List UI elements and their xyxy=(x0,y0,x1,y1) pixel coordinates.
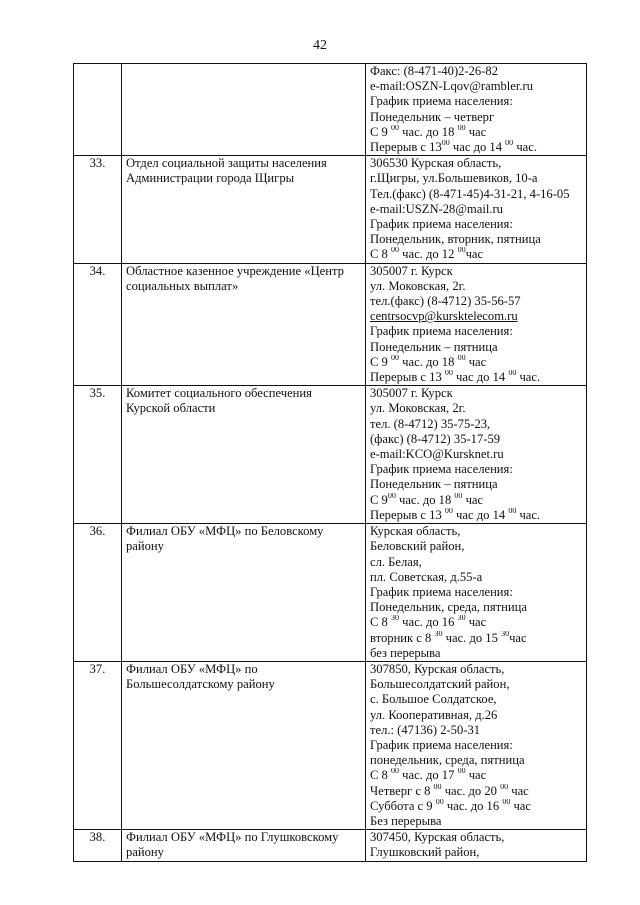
institution-name xyxy=(122,64,366,156)
contact-line xyxy=(370,570,582,585)
institution-name xyxy=(122,263,366,386)
contact-text: час. до 18 xyxy=(395,492,455,507)
time-minutes-superscript: 00 xyxy=(508,370,517,378)
contact-text: Перерыв с 13 xyxy=(370,370,445,385)
contact-text: e-mail:USZN-28@mail.ru xyxy=(370,201,503,216)
contact-line xyxy=(370,309,582,324)
contact-line xyxy=(370,600,582,615)
institution-name-line: Филиал ОБУ «МФЦ» по Беловскому xyxy=(126,524,324,539)
email-link[interactable]: centrsocvp@kursktelecom.ru xyxy=(370,309,518,324)
contact-line xyxy=(370,555,582,570)
contact-text: час xyxy=(465,354,487,369)
time-minutes-superscript: 00 xyxy=(391,354,399,362)
institution-contacts xyxy=(366,64,587,156)
contact-text: ул. Моковская, 2г. xyxy=(370,278,466,293)
contact-line xyxy=(370,140,582,155)
contact-line xyxy=(370,799,582,814)
institution-name-line: Комитет социального обеспечения xyxy=(126,386,312,401)
contact-text: Без перерыва xyxy=(370,813,442,828)
institution-contacts xyxy=(366,830,587,861)
contact-text: час. xyxy=(513,140,537,155)
contact-text: час. xyxy=(516,507,541,522)
contact-line xyxy=(370,94,582,109)
time-minutes-superscript: 00 xyxy=(457,354,466,362)
contact-text: Глушковский район, xyxy=(370,845,480,860)
contact-text: 305007 г. Курск xyxy=(370,386,453,401)
contact-text: e-mail:KCO@Kursknet.ru xyxy=(370,447,504,462)
institution-name xyxy=(122,386,366,524)
contact-text: г.Щигры, ул.Большевиков, 10-а xyxy=(370,171,538,186)
contact-text: Перерыв с 13 xyxy=(370,140,442,155)
contact-line xyxy=(370,187,582,202)
contact-line xyxy=(370,784,582,799)
contact-text: Четверг с 8 xyxy=(370,783,434,798)
contact-text: пл. Советская, д.55-а xyxy=(370,569,483,584)
contact-line xyxy=(370,830,582,845)
contact-text: 307850, Курская область, xyxy=(370,661,505,676)
time-minutes-superscript: 00 xyxy=(435,798,444,806)
contact-text: Курская область, xyxy=(370,524,461,539)
contact-text: без перерыва xyxy=(370,645,441,660)
contact-text: e-mail:OSZN-Lqov@rambler.ru xyxy=(370,79,534,94)
institution-contacts xyxy=(366,263,587,386)
contact-text: Суббота с 9 xyxy=(370,798,436,813)
institution-contacts xyxy=(366,386,587,524)
table-row xyxy=(74,386,587,524)
time-minutes-superscript: 00 xyxy=(444,507,453,515)
contact-text: час xyxy=(465,768,487,783)
contact-text: тел.(факс) (8-4712) 35-56-57 xyxy=(370,294,521,309)
table-row xyxy=(74,524,587,662)
contact-text: График приема населения: xyxy=(370,217,513,232)
institution-name xyxy=(122,524,366,662)
table-row xyxy=(74,830,587,861)
time-minutes-superscript: 00 xyxy=(505,140,514,148)
contact-text: Перерыв с 13 xyxy=(370,507,445,522)
institution-name-line: району xyxy=(126,539,164,554)
contact-line xyxy=(370,125,582,140)
contact-line xyxy=(370,417,582,432)
time-minutes-superscript: 00 xyxy=(500,783,509,791)
contact-text: с. Большое Солдатское, xyxy=(370,692,497,707)
institution-contacts xyxy=(366,661,587,829)
row-number xyxy=(74,64,122,156)
contact-line xyxy=(370,692,582,707)
contact-text: График приема населения: xyxy=(370,584,513,599)
contact-line xyxy=(370,677,582,692)
time-minutes-superscript: 30 xyxy=(457,615,466,623)
contact-text: ул. Кооперативная, д.26 xyxy=(370,707,498,722)
contact-line xyxy=(370,738,582,753)
table-row xyxy=(74,263,587,386)
contact-line xyxy=(370,401,582,416)
contact-text: вторник с 8 xyxy=(370,630,435,645)
contact-text: Большесолдатский район, xyxy=(370,677,510,692)
contact-line xyxy=(370,171,582,186)
contact-text: 306530 Курская область, xyxy=(370,156,502,171)
contact-text: С 9 xyxy=(370,354,391,369)
institution-name-line: Большесолдатскому району xyxy=(126,677,275,692)
row-number: 38. xyxy=(74,830,122,861)
contact-line xyxy=(370,631,582,646)
contact-line xyxy=(370,294,582,309)
contact-text: час. до 15 xyxy=(442,630,502,645)
contact-line xyxy=(370,370,582,385)
contact-text: Факс: (8-471-40)2-26-82 xyxy=(370,64,499,78)
contact-text: Понедельник – пятница xyxy=(370,477,498,492)
row-number: 33. xyxy=(74,156,122,263)
contact-line xyxy=(370,232,582,247)
contact-text: Понедельник, среда, пятница xyxy=(370,600,527,615)
contact-text: (факс) (8-4712) 35-17-59 xyxy=(370,431,501,446)
contact-text: С 8 xyxy=(370,615,391,630)
contact-text: час. до 17 xyxy=(399,768,458,783)
contact-line xyxy=(370,264,582,279)
institution-name xyxy=(122,661,366,829)
contact-line xyxy=(370,814,582,829)
table-row xyxy=(74,64,587,156)
contact-line xyxy=(370,202,582,217)
contact-text: час xyxy=(509,630,527,645)
contact-line xyxy=(370,615,582,630)
contact-text: Беловский район, xyxy=(370,539,465,554)
institution-name-line: Администрации города Щигры xyxy=(126,171,295,186)
institution-name-line: Филиал ОБУ «МФЦ» по xyxy=(126,661,258,676)
contact-text: понедельник, среда, пятница xyxy=(370,753,525,768)
contact-text: График приема населения: xyxy=(370,737,513,752)
contact-text: тел. (8-4712) 35-75-23, xyxy=(370,416,491,431)
contact-text: 305007 г. Курск xyxy=(370,263,453,278)
contact-text: час. до 18 xyxy=(399,124,458,139)
time-minutes-superscript: 00 xyxy=(457,247,466,255)
contact-text: Понедельник – четверг xyxy=(370,109,495,124)
contact-line xyxy=(370,279,582,294)
time-minutes-superscript: 00 xyxy=(454,492,463,500)
contact-line xyxy=(370,493,582,508)
institution-name-line: Курской области xyxy=(126,401,216,416)
contact-line xyxy=(370,477,582,492)
contact-text: час xyxy=(465,247,484,262)
contact-text: час xyxy=(462,492,484,507)
contact-line xyxy=(370,64,582,79)
contact-text: час xyxy=(465,124,487,139)
time-minutes-superscript: 00 xyxy=(391,124,399,132)
time-minutes-superscript: 00 xyxy=(387,492,396,500)
contact-text: час до 14 xyxy=(452,507,509,522)
institution-contacts xyxy=(366,156,587,263)
contact-line xyxy=(370,753,582,768)
contact-line xyxy=(370,539,582,554)
contact-text: График приема населения: xyxy=(370,94,513,109)
time-minutes-superscript: 00 xyxy=(502,798,511,806)
contact-text: Тел.(факс) (8-471-45)4-31-21, 4-16-05 xyxy=(370,186,570,201)
contact-line xyxy=(370,708,582,723)
row-number: 37. xyxy=(74,661,122,829)
contact-text: час. до 16 xyxy=(399,615,458,630)
page-number: 42 xyxy=(313,38,327,53)
contact-line xyxy=(370,845,582,860)
contact-text: Понедельник, вторник, пятница xyxy=(370,232,541,247)
contact-line xyxy=(370,324,582,339)
contact-text: С 8 xyxy=(370,247,391,262)
contact-text: График приема населения: xyxy=(370,324,513,339)
time-minutes-superscript: 00 xyxy=(441,140,450,148)
row-number: 36. xyxy=(74,524,122,662)
contact-line xyxy=(370,462,582,477)
contact-line xyxy=(370,585,582,600)
contact-line xyxy=(370,110,582,125)
contact-line xyxy=(370,508,582,523)
time-minutes-superscript: 00 xyxy=(457,124,466,132)
contact-line xyxy=(370,386,582,401)
contact-line xyxy=(370,768,582,783)
contact-text: час. до 20 xyxy=(441,783,501,798)
contact-text: сл. Белая, xyxy=(370,554,422,569)
time-minutes-superscript: 30 xyxy=(391,615,399,623)
contact-text: час. до 16 xyxy=(443,798,503,813)
time-minutes-superscript: 30 xyxy=(434,630,443,638)
row-number: 34. xyxy=(74,263,122,386)
contact-line xyxy=(370,432,582,447)
contact-text: час. до 12 xyxy=(399,247,458,262)
contact-text: Понедельник – пятница xyxy=(370,339,498,354)
contact-text: час до 14 xyxy=(449,140,506,155)
institution-name-line: социальных выплат» xyxy=(126,278,239,293)
institution-name-line: району xyxy=(126,845,164,860)
contact-text: С 9 xyxy=(370,124,391,139)
time-minutes-superscript: 00 xyxy=(433,783,442,791)
contact-text: График приема населения: xyxy=(370,462,513,477)
contact-text: час. xyxy=(516,370,541,385)
contact-text: тел.: (47136) 2-50-31 xyxy=(370,722,481,737)
contact-text: 307450, Курская область, xyxy=(370,830,505,845)
time-minutes-superscript: 00 xyxy=(508,507,517,515)
time-minutes-superscript: 00 xyxy=(444,370,453,378)
contact-text: час до 14 xyxy=(452,370,509,385)
contact-line xyxy=(370,355,582,370)
contact-text: час xyxy=(465,615,487,630)
table-row xyxy=(74,661,587,829)
institution-name-line: Областное казенное учреждение «Центр xyxy=(126,263,344,278)
institutions-table-body xyxy=(74,64,587,862)
contact-line xyxy=(370,447,582,462)
table-row xyxy=(74,156,587,263)
contact-line xyxy=(370,156,582,171)
contact-text: С 8 xyxy=(370,768,391,783)
contact-line xyxy=(370,217,582,232)
contact-text: ул. Моковская, 2г. xyxy=(370,401,466,416)
institution-name-line: Отдел социальной защиты населения xyxy=(126,156,327,171)
time-minutes-superscript: 00 xyxy=(457,768,466,776)
contact-line xyxy=(370,646,582,661)
contact-line xyxy=(370,340,582,355)
contact-line xyxy=(370,662,582,677)
institution-contacts xyxy=(366,524,587,662)
row-number: 35. xyxy=(74,386,122,524)
contact-line xyxy=(370,524,582,539)
time-minutes-superscript: 00 xyxy=(391,247,399,255)
contact-line xyxy=(370,79,582,94)
time-minutes-superscript: 30 xyxy=(501,630,510,638)
institution-name-line: Филиал ОБУ «МФЦ» по Глушковскому xyxy=(126,830,339,845)
contact-text: час. до 18 xyxy=(399,354,458,369)
time-minutes-superscript: 00 xyxy=(391,768,399,776)
contact-line xyxy=(370,723,582,738)
institution-name xyxy=(122,830,366,861)
institution-name xyxy=(122,156,366,263)
contact-text: час xyxy=(510,798,531,813)
contact-line xyxy=(370,247,582,262)
contact-text: час xyxy=(508,783,529,798)
institutions-table xyxy=(73,63,587,862)
contact-text: С 9 xyxy=(370,492,388,507)
